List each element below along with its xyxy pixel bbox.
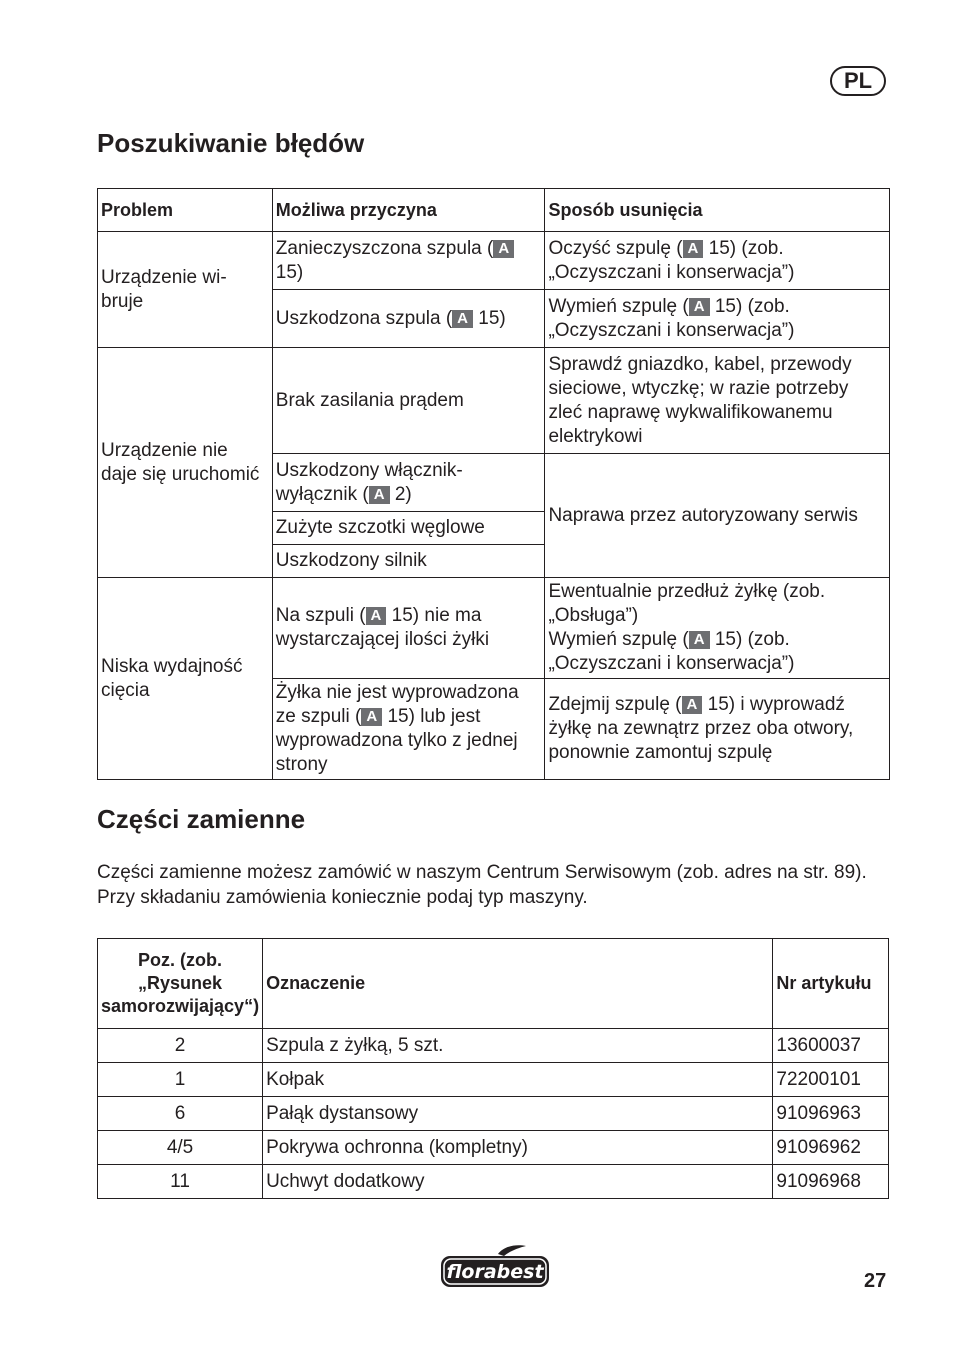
figure-a-icon: A [683,240,704,258]
spare-parts-title: Części zamienne [97,804,306,834]
table-row [98,1063,889,1097]
language-badge: PL [830,66,886,96]
spare-parts-intro: Części zamienne możesz zamówić w naszym Centrum Serwisowym (zob. adres na str. 89). Przy składaniu zamówienia koniecznie podaj typ maszyny. [97,862,867,908]
cause-cell: Na szpuli ( A 15) nie ma wystarczającej ilości żyłki [272,578,545,679]
page-number: 27 [864,1270,887,1292]
cause-cell: Uszkodzona szpula ( A 15) [272,290,545,348]
table-row [98,348,890,454]
leaf-icon [498,1245,526,1256]
header-position: Poz. (zob. „Rysunek samorozwijający“) [98,939,263,1029]
designation-cell: Kołpak [263,1063,773,1097]
remedy-cell: Zdejmij szpulę ( A 15) i wyprowadź żyłkę na zewnątrz przez oba otwory, ponownie zamontuj szpulę [545,679,890,780]
remedy-cell: Wymień szpulę ( A 15) (zob. „Oczyszczani i konserwacja”) [545,290,890,348]
position-cell: 6 [98,1097,263,1131]
cause-cell: Brak zasilania prądem [272,348,545,454]
problem-cell: Urządzenie nie daje się uruchomić [98,348,273,578]
table-row [98,1131,889,1165]
designation-cell: Pałąk dystansowy [263,1097,773,1131]
remedy-cell: Naprawa przez autoryzowany serwis [545,454,890,578]
figure-a-icon: A [689,298,710,316]
header-designation: Oznaczenie [263,939,773,1029]
remedy-cell: Sprawdź gniazdko, kabel, przewody sieciowe, wtyczkę; w razie potrzeby zleć naprawę wykwalifikowanemu elektrykowi [545,348,890,454]
table-header-row [98,939,889,1029]
problem-cell: Urządzenie wi-bruje [98,232,273,348]
table-header-row [98,189,890,232]
troubleshooting-title: Poszukiwanie błędów [97,128,365,158]
figure-a-icon: A [689,631,710,649]
table-row [98,578,890,679]
table-row [98,1097,889,1131]
table-row [98,1165,889,1199]
header-article-number: Nr artykułu [773,939,889,1029]
problem-cell: Niska wydajność cięcia [98,578,273,780]
position-cell: 1 [98,1063,263,1097]
cause-cell: Żyłka nie jest wyprowadzona ze szpuli ( A 15) lub jest wyprowadzona tylko z jednej strony [272,679,545,780]
table-row [98,1029,889,1063]
article-number-cell: 13600037 [773,1029,889,1063]
cause-cell: Zanieczyszczona szpula ( A 15) [272,232,545,290]
figure-a-icon: A [452,310,473,328]
figure-a-icon: A [682,696,703,714]
remedy-cell: Oczyść szpulę ( A 15) (zob. „Oczyszczani i konserwacja”) [545,232,890,290]
cause-cell: Uszkodzony włącznik-wyłącznik ( A 2) [272,454,545,512]
position-cell: 2 [98,1029,263,1063]
designation-cell: Uchwyt dodatkowy [263,1165,773,1199]
figure-a-icon: A [493,240,514,258]
logo-text: florabest [446,1261,544,1283]
figure-a-icon: A [369,486,390,504]
designation-cell: Pokrywa ochronna (kompletny) [263,1131,773,1165]
figure-a-icon: A [361,708,382,726]
article-number-cell: 91096963 [773,1097,889,1131]
spare-parts-table [97,938,889,1199]
position-cell: 4/5 [98,1131,263,1165]
cause-cell: Uszkodzony silnik [272,545,545,578]
figure-a-icon: A [366,607,387,625]
cause-cell: Zużyte szczotki węglowe [272,512,545,545]
header-remedy: Sposób usunięcia [545,189,890,232]
article-number-cell: 91096962 [773,1131,889,1165]
header-problem: Problem [98,189,273,232]
article-number-cell: 72200101 [773,1063,889,1097]
position-cell: 11 [98,1165,263,1199]
troubleshooting-table [97,188,890,780]
article-number-cell: 91096968 [773,1165,889,1199]
remedy-cell: Ewentualnie przedłuż żyłkę (zob. „Obsługa”) Wymień szpulę ( A 15) (zob. „Oczyszczani i konserwacja”) [545,578,890,679]
florabest-logo [438,1244,552,1290]
header-cause: Możliwa przyczyna [272,189,545,232]
designation-cell: Szpula z żyłką, 5 szt. [263,1029,773,1063]
table-row [98,232,890,290]
